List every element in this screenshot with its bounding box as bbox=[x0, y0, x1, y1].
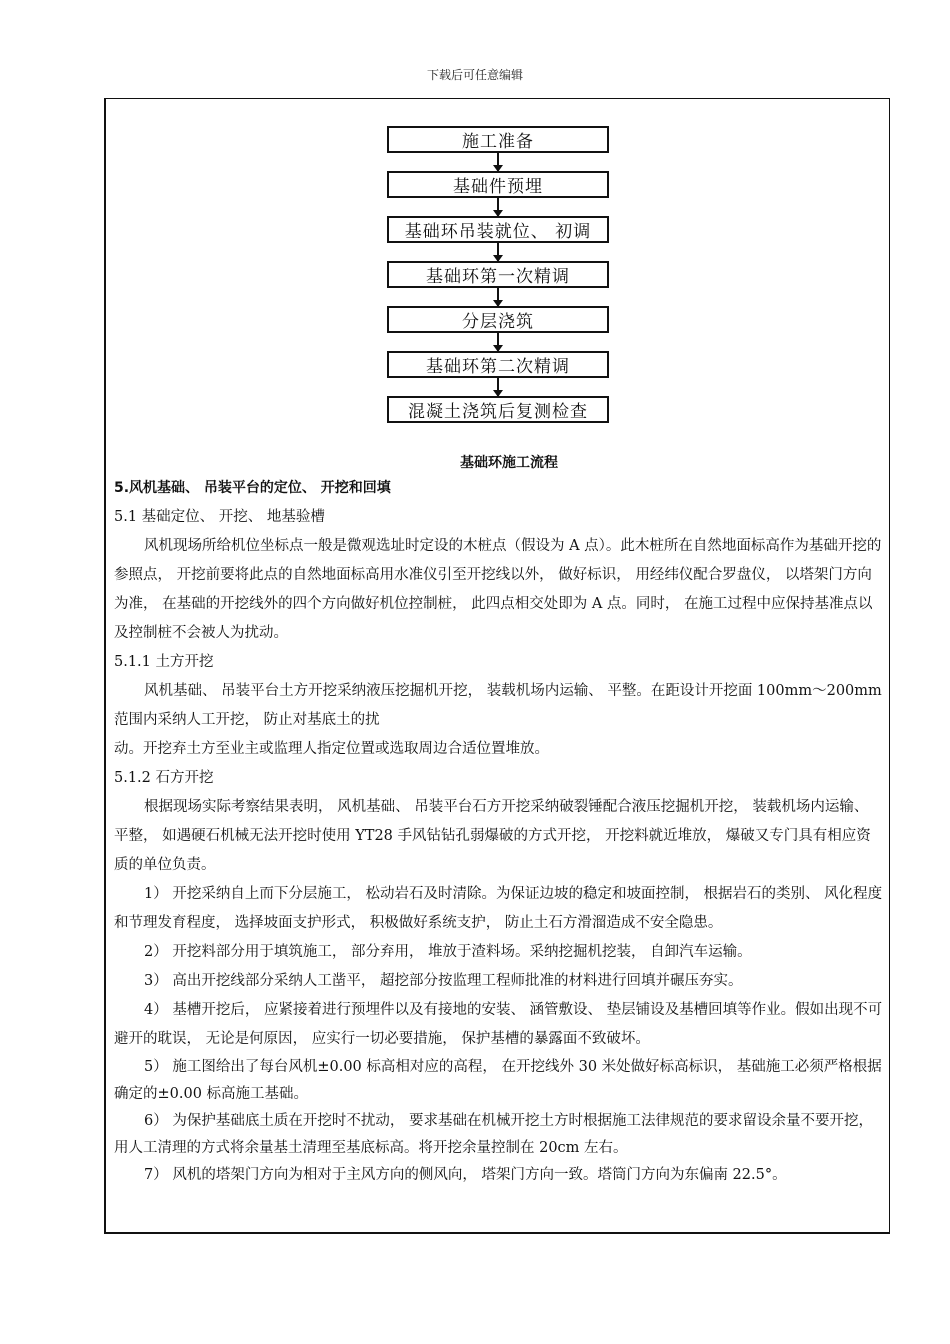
flow-arrow-2 bbox=[497, 198, 499, 216]
para-5-1-1-a: 风机基础、 吊装平台土方开挖采纳液压挖掘机开挖， 装载机场内运输、 平整。在距设计开挖面 100mm～200mm 范围内采纳人工开挖， 防止对基底土的扰 bbox=[114, 683, 882, 728]
sub-5-1-1-title: 5.1.1 土方开挖 bbox=[114, 654, 214, 670]
list-item-5: 5） 施工图给出了每台风机±0.00 标高相对应的高程， 在开挖线外 30 米处做好标高标识， 基础施工必须严格根据确定的±0.00 标高施工基础。 bbox=[114, 1059, 882, 1102]
flow-step-5: 分层浇筑 bbox=[387, 306, 609, 333]
flow-arrow-6 bbox=[497, 378, 499, 396]
flow-step-7: 混凝土浇筑后复测检查 bbox=[387, 396, 609, 423]
sub-5-1-title: 5.1 基础定位、 开挖、 地基验槽 bbox=[114, 509, 325, 525]
flowchart-caption: 基础环施工流程 bbox=[460, 455, 558, 471]
list-item-3: 3） 高出开挖线部分采纳人工凿平， 超挖部分按监理工程师批准的材料进行回填并碾压夯实。 bbox=[144, 973, 743, 989]
flow-arrow-5 bbox=[497, 333, 499, 351]
sub-5-1-2-title: 5.1.2 石方开挖 bbox=[114, 770, 214, 786]
para-5-1-2: 根据现场实际考察结果表明， 风机基础、 吊装平台石方开挖采纳破裂锤配合液压挖掘机开挖， 装载机场内运输、 平整， 如遇硬石机械无法开挖时使用 YT28 手风钻钻孔弱爆破的方式开挖， 开挖料就近堆放， 爆破又专门具有相应资质的单位负责。 bbox=[114, 799, 871, 873]
para-5-1: 风机现场所给机位坐标点一般是微观选址时定设的木桩点（假设为 A 点）。此木桩所在自然地面标高作为基础开挖的参照点， 开挖前要将此点的自然地面标高用水准仪引至开挖线以外， 做好标识， 用经纬仪配合罗盘仪， 以塔架门方向为准， 在基础的开挖线外的四个方向做好机位控制桩， 此四点相交处即为 A 点。同时， 在施工过程中应保持基准点以及控制桩不会被人为扰动。 bbox=[114, 538, 882, 641]
flow-arrow-3 bbox=[497, 243, 499, 261]
flow-step-6: 基础环第二次精调 bbox=[387, 351, 609, 378]
flow-step-2: 基础件预埋 bbox=[387, 171, 609, 198]
flow-step-3: 基础环吊装就位、 初调 bbox=[387, 216, 609, 243]
header-note: 下载后可任意编辑 bbox=[426, 68, 523, 82]
flow-step-1: 施工准备 bbox=[387, 126, 609, 153]
document-body bbox=[114, 474, 884, 1189]
para-5-1-1-b: 动。开挖弃土方至业主或监理人指定位置或选取周边合适位置堆放。 bbox=[114, 741, 549, 757]
flow-step-4: 基础环第一次精调 bbox=[387, 261, 609, 288]
section-5-title: 5.风机基础、 吊装平台的定位、 开挖和回填 bbox=[114, 480, 391, 496]
flow-arrow-4 bbox=[497, 288, 499, 306]
flow-arrow-1 bbox=[497, 153, 499, 171]
list-item-6: 6） 为保护基础底土质在开挖时不扰动， 要求基础在机械开挖土方时根据施工法律规范的要求留设余量不要开挖， 用人工清理的方式将余量基土清理至基底标高。将开挖余量控制在 20cm 左右。 bbox=[114, 1113, 873, 1156]
list-item-1: 1） 开挖采纳自上而下分层施工， 松动岩石及时清除。为保证边坡的稳定和坡面控制， 根据岩石的类别、 风化程度和节理发育程度， 选择坡面支护形式， 积极做好系统支护， 防止土石方滑溜造成不安全隐患。 bbox=[114, 886, 883, 931]
list-item-4: 4） 基槽开挖后， 应紧接着进行预埋件以及有接地的安装、 涵管敷设、 垫层铺设及基槽回填等作业。假如出现不可避开的耽误， 无论是何原因， 应实行一切必要措施， 保护基槽的暴露面不致破坏。 bbox=[114, 1002, 883, 1047]
list-item-7: 7） 风机的塔架门方向为相对于主风方向的侧风向， 塔架门方向一致。塔筒门方向为东偏南 22.5°。 bbox=[144, 1167, 787, 1183]
list-item-2: 2） 开挖料部分用于填筑施工， 部分弃用， 堆放于渣料场。采纳挖掘机挖装， 自卸汽车运输。 bbox=[144, 944, 752, 960]
